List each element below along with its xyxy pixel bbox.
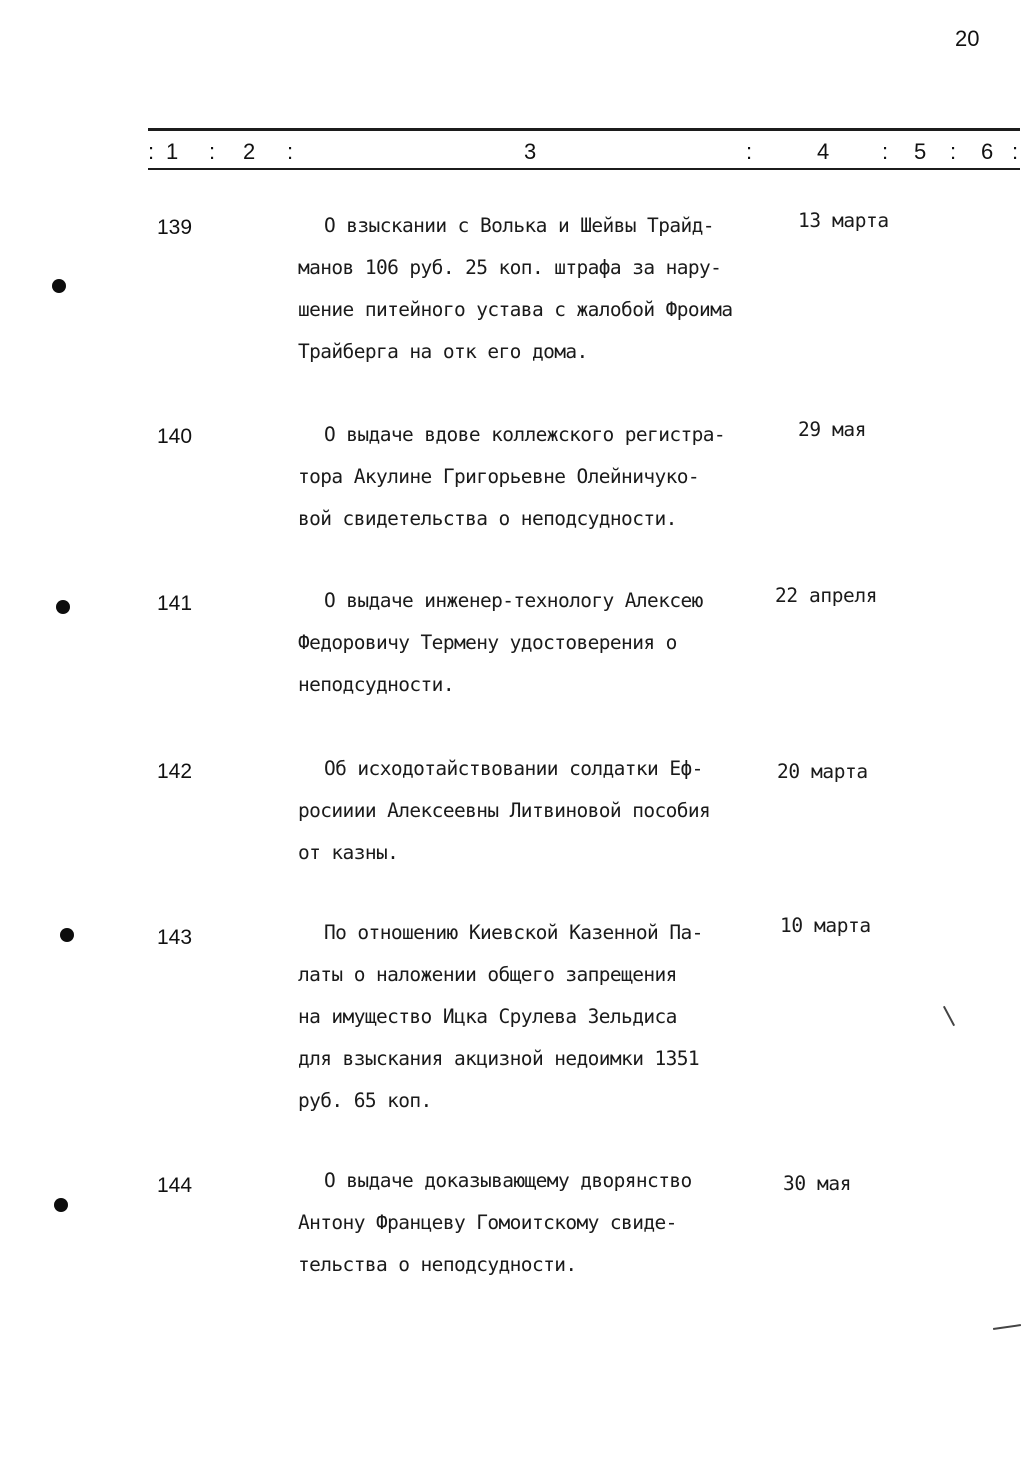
entry-description xyxy=(298,912,778,1122)
binding-hole-icon xyxy=(54,1198,68,1212)
binding-hole-icon xyxy=(52,279,66,293)
entry-line: тельства о неподсудности. xyxy=(298,1253,577,1276)
column-separator: : xyxy=(1012,139,1019,164)
entry-line: шение питейного устава с жалобой Фроима xyxy=(298,298,733,321)
column-separator: : xyxy=(209,139,216,164)
entry-number: 144 xyxy=(157,1174,193,1197)
entry-line: вой свидетельства о неподсудности. xyxy=(298,507,677,530)
pen-mark xyxy=(993,1324,1021,1330)
entry-line: латы о наложении общего запрещения xyxy=(298,963,677,986)
entry-description xyxy=(298,748,778,874)
entry-line: О выдаче вдове коллежского регистра- xyxy=(324,423,726,446)
entry-description xyxy=(298,1160,778,1286)
column-number-5: 5 xyxy=(914,139,927,164)
entry-line: росииии Алексеевны Литвиновой пособия xyxy=(298,799,711,822)
entry-line: для взыскания акцизной недоимки 1351 xyxy=(298,1047,700,1070)
entry-number: 143 xyxy=(157,926,193,949)
entry-line: Об исходотайствовании солдатки Еф- xyxy=(324,757,703,780)
binding-hole-icon xyxy=(60,928,74,942)
column-separator: : xyxy=(287,139,294,164)
entry-line: на имущество Ицка Срулева Зельдиса xyxy=(298,1005,677,1028)
entry-number: 140 xyxy=(157,425,193,448)
entry-line: О выдаче инженер-технологу Алексею xyxy=(324,589,703,612)
entry-line: тора Акулине Григорьевне Олейничуко- xyxy=(298,465,700,488)
column-number-3: 3 xyxy=(524,139,537,164)
column-number-6: 6 xyxy=(981,139,994,164)
entry-number: 141 xyxy=(157,592,193,615)
entry-date: 30 мая xyxy=(783,1172,852,1195)
column-number-1: 1 xyxy=(166,139,179,164)
column-number-2: 2 xyxy=(243,139,256,164)
column-number-4: 4 xyxy=(817,139,830,164)
entry-line: манов 106 руб. 25 коп. штрафа за нару- xyxy=(298,256,722,279)
entry-number: 142 xyxy=(157,760,193,783)
binding-hole-icon xyxy=(56,600,70,614)
entry-description xyxy=(298,414,778,540)
entry-date: 20 марта xyxy=(777,760,868,783)
entry-line: от казны. xyxy=(298,841,399,864)
column-separator: : xyxy=(746,139,753,164)
column-separator: : xyxy=(882,139,889,164)
entry-line: По отношению Киевской Казенной Па- xyxy=(324,921,703,944)
entry-line: Трайберга на отк его дома. xyxy=(298,340,588,363)
column-separator: : xyxy=(950,139,957,164)
entry-line: Федоровичу Термену удостоверения о xyxy=(298,631,677,654)
entry-line: Антону Францеву Гомоитскому свиде- xyxy=(298,1211,677,1234)
entry-date: 22 апреля xyxy=(775,584,878,607)
entry-description xyxy=(298,205,778,373)
column-separator: : xyxy=(148,139,155,164)
pen-mark xyxy=(943,1006,955,1026)
entry-description xyxy=(298,580,778,706)
entry-date: 13 марта xyxy=(798,209,889,232)
entry-line: О выдаче доказывающему дворянство xyxy=(324,1169,692,1192)
entry-date: 10 марта xyxy=(780,914,871,937)
entry-date: 29 мая xyxy=(798,418,867,441)
header-rule-bottom xyxy=(148,168,1020,170)
entry-number: 139 xyxy=(157,216,193,239)
header-rule-top xyxy=(148,128,1020,131)
page-number: 20 xyxy=(955,26,980,51)
entry-line: руб. 65 коп. xyxy=(298,1089,432,1112)
entry-line: неподсудности. xyxy=(298,673,454,696)
entry-line: О взыскании с Волька и Шейвы Трайд- xyxy=(324,214,714,237)
